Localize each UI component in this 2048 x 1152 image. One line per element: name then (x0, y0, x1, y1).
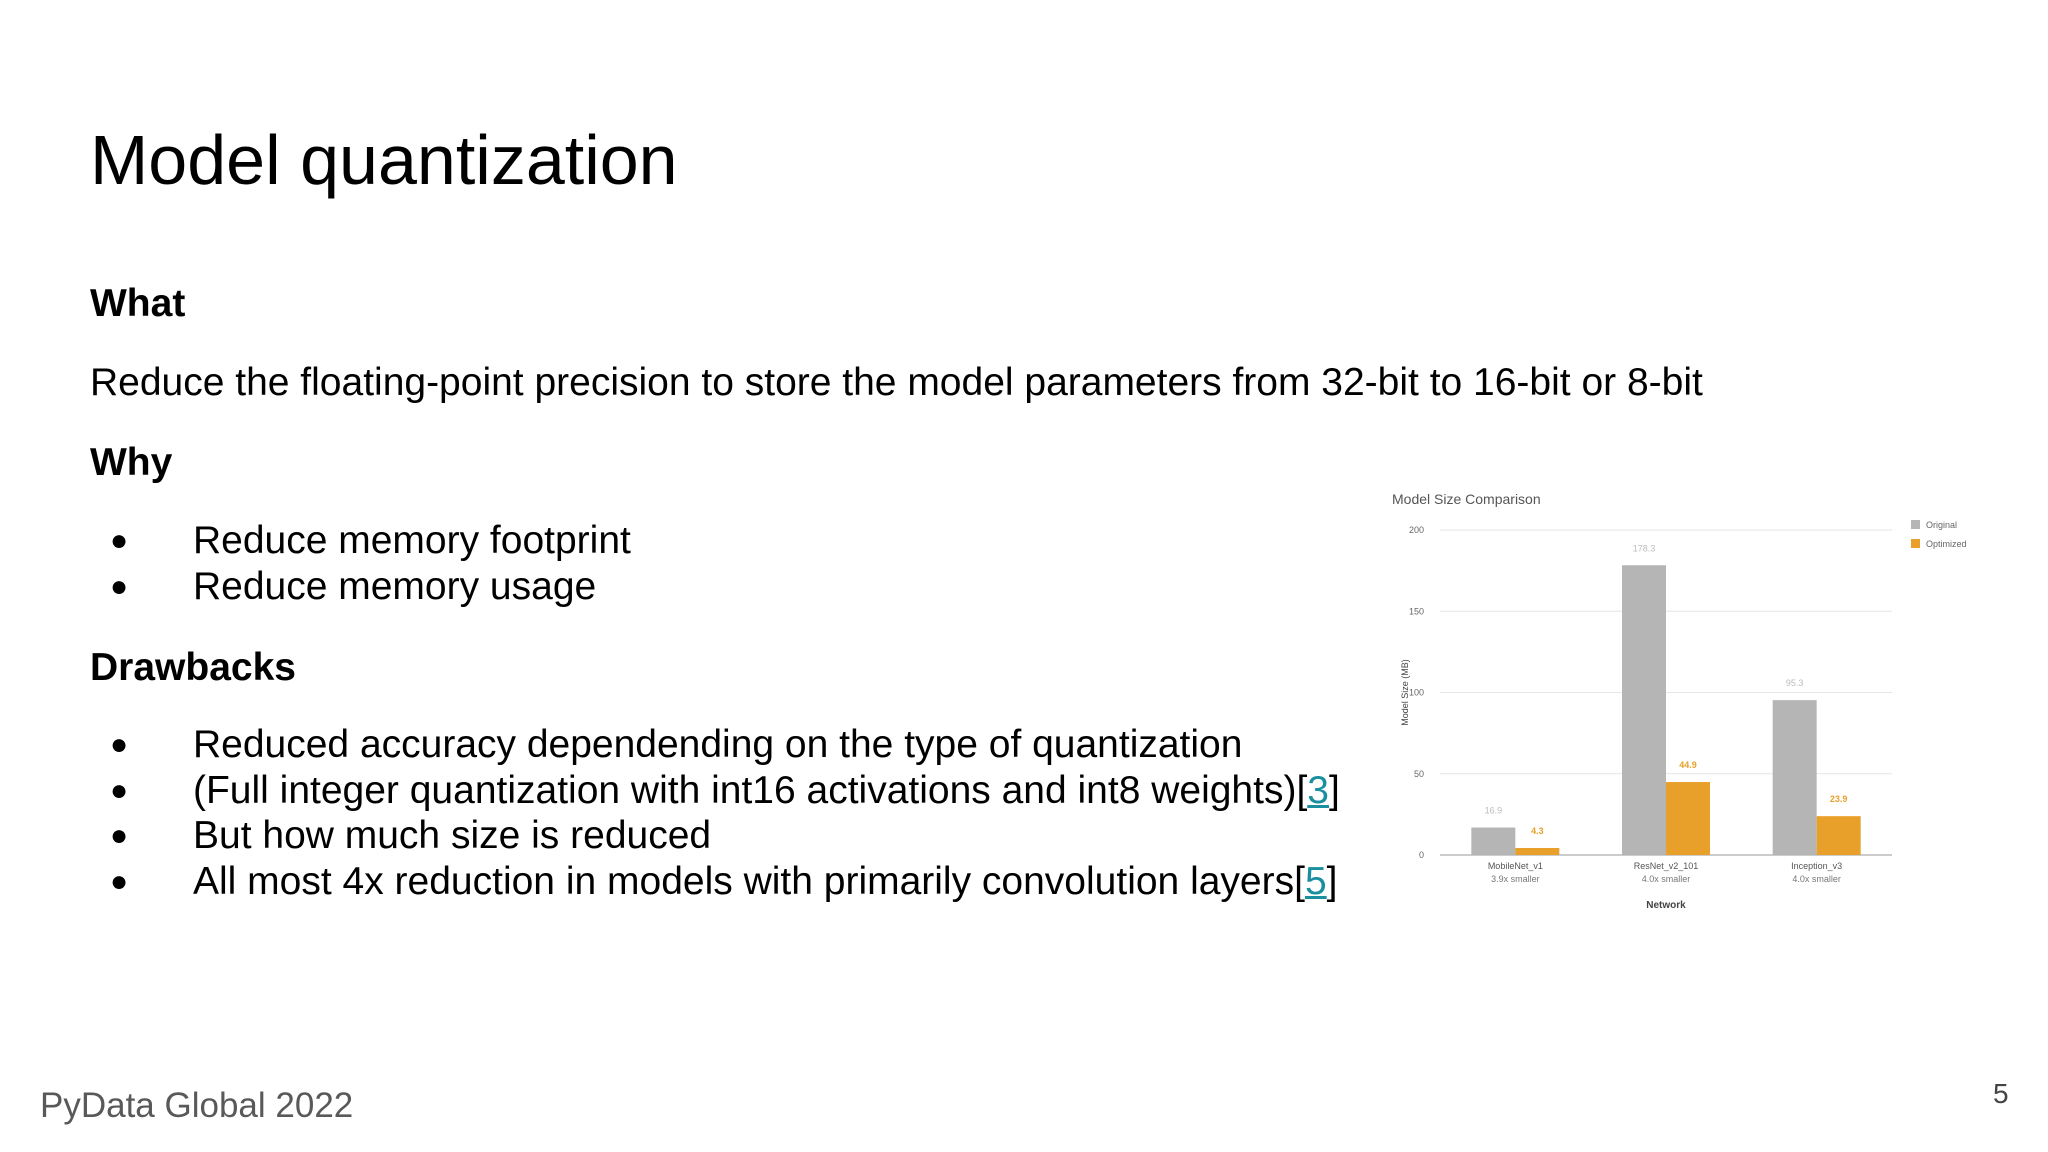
what-text: Reduce the floating-point precision to store the model parameters from 32-bit to 16-bit or 8-bit (90, 361, 1703, 404)
bullet-dot-icon: ● (110, 864, 129, 898)
drawbacks-bullet-item (110, 813, 1340, 859)
bullet-dot-icon: ● (110, 773, 129, 807)
data-label: 178.3 (1632, 543, 1656, 554)
reference-link-3[interactable]: 3 (1307, 768, 1329, 812)
data-label: 16.9 (1484, 805, 1503, 816)
reference-link-5[interactable]: 5 (1304, 859, 1327, 903)
bullet-dot-icon: ● (110, 819, 129, 852)
footer-event-name: PyData Global 2022 (40, 1086, 354, 1125)
drawbacks-bullet-item (110, 768, 1340, 814)
bar-original-inception_v3 (1773, 700, 1817, 855)
data-label: 4.3 (1531, 826, 1544, 837)
bar-optimized-resnet_v2_101 (1666, 782, 1710, 855)
model-size-chart (1380, 480, 2000, 920)
legend-label: Optimized (1926, 539, 1967, 549)
drawbacks-bullet-text: All most 4x reduction in models with primarily convolution layers[ (193, 859, 1305, 903)
bracket-close: ] (1328, 768, 1340, 812)
why-bullet-list (110, 518, 631, 609)
bullet-dot-icon: ● (110, 728, 129, 761)
bracket-close: ] (1326, 859, 1338, 903)
drawbacks-bullet-item (110, 859, 1340, 905)
page-number: 5 (1993, 1078, 2009, 1109)
drawbacks-bullet-text: Reduced accuracy dependending on the type of quantization (193, 723, 1243, 766)
why-bullet-text: Reduce memory footprint (193, 519, 631, 562)
y-axis-label: Model Size (MB) (1400, 659, 1410, 726)
why-bullet-text: Reduce memory usage (193, 564, 597, 608)
x-tick-label: Inception_v3 (1791, 861, 1843, 871)
x-axis-label: Network (1646, 900, 1686, 911)
drawbacks-heading: Drawbacks (90, 646, 296, 689)
bar-optimized-inception_v3 (1817, 816, 1861, 855)
legend-swatch (1911, 539, 1920, 548)
drawbacks-bullet-text: But how much size is reduced (193, 814, 712, 857)
y-tick-label: 100 (1408, 687, 1424, 698)
what-heading: What (90, 282, 186, 325)
drawbacks-bullet-text: (Full integer quantization with int16 activations and int8 weights)[ (193, 768, 1308, 812)
slide-title: Model quantization (90, 121, 678, 199)
y-tick-label: 50 (1413, 768, 1424, 779)
drawbacks-bullet-list (110, 722, 1340, 904)
x-tick-label: ResNet_v2_101 (1633, 861, 1699, 871)
drawbacks-bullet-item (110, 722, 1340, 768)
chart-title: Model Size Comparison (1392, 491, 1541, 507)
x-tick-note: 3.9x smaller (1491, 874, 1540, 884)
x-tick-note: 4.0x smaller (1792, 874, 1841, 884)
legend-label: Original (1926, 520, 1958, 530)
legend-swatch (1911, 520, 1920, 529)
y-tick-label: 200 (1408, 525, 1424, 535)
data-label: 23.9 (1829, 794, 1848, 805)
data-label: 44.9 (1679, 760, 1697, 771)
why-heading: Why (90, 441, 173, 484)
bullet-dot-icon: ● (110, 524, 129, 557)
x-tick-note: 4.0x smaller (1641, 874, 1691, 884)
data-label: 95.3 (1785, 678, 1804, 689)
bar-optimized-mobilenet_v1 (1515, 848, 1559, 855)
bar-original-mobilenet_v1 (1471, 828, 1515, 855)
why-bullet-item (110, 518, 631, 564)
y-tick-label: 0 (1418, 850, 1424, 860)
y-tick-label: 150 (1408, 606, 1424, 617)
bar-original-resnet_v2_101 (1622, 565, 1666, 855)
bullet-dot-icon: ● (110, 569, 129, 603)
why-bullet-item (110, 564, 631, 610)
x-tick-label: MobileNet_v1 (1487, 861, 1543, 871)
